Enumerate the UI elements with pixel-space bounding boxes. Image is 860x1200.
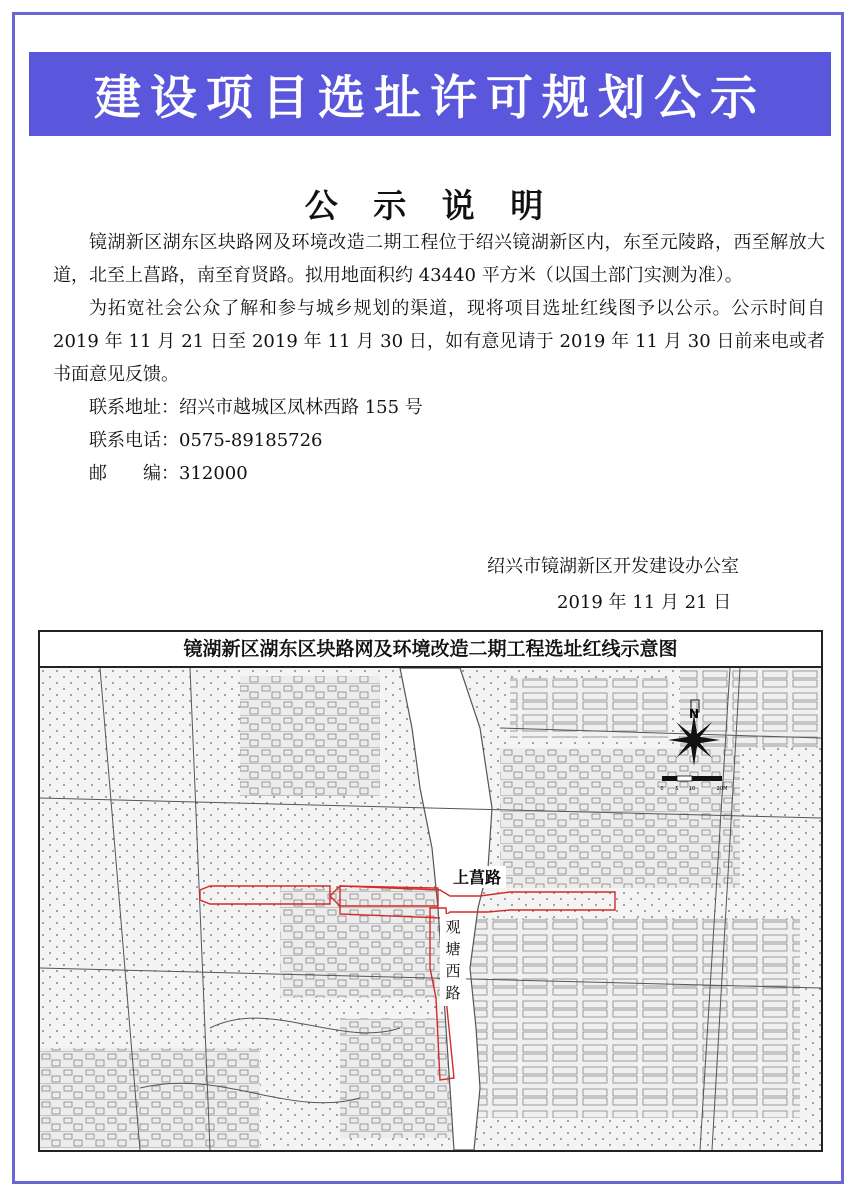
notice-paragraph-period: 为拓宽社会公众了解和参与城乡规划的渠道，现将项目选址红线图予以公示。公示时间自 2019 年 11 月 21 日至 2019 年 11 月 30 日，如有意见请于 2019 年 11 月 30 日前来电或者书面意见反馈。 <box>53 298 825 385</box>
contact-phone-label: 联系电话： <box>89 430 179 451</box>
contact-phone <box>53 424 825 457</box>
scale-label-5: 5 <box>675 786 679 792</box>
notice-body <box>53 226 825 490</box>
contact-phone-value: 0575-89185726 <box>179 430 323 451</box>
notice-heading: 公 示 说 明 <box>304 186 556 225</box>
redline-map <box>40 668 821 1150</box>
signature-organization: 绍兴市镜湖新区开发建设办公室 <box>487 556 739 577</box>
page-banner-title: 建设项目选址许可规划公示 <box>29 52 831 136</box>
road-label-guantang-char-2: 塘 <box>445 940 461 958</box>
contact-postcode <box>53 457 825 490</box>
road-label-guantang-char-3: 西 <box>445 962 461 980</box>
contact-postcode-value: 312000 <box>179 463 248 484</box>
scale-label-20: 20M <box>716 786 728 792</box>
road-label-shangchang: 上菖路 <box>452 868 502 887</box>
map-title: 镜湖新区湖东区块路网及环境改造二期工程选址红线示意图 <box>40 632 821 668</box>
road-label-guantang-char-4: 路 <box>445 984 461 1002</box>
scale-label-10: 10 <box>688 786 696 792</box>
signature-date: 2019 年 11 月 21 日 <box>557 592 732 613</box>
notice-paragraph-location: 镜湖新区湖东区块路网及环境改造二期工程位于绍兴镜湖新区内，东至元陵路，西至解放大道，北至上菖路，南至育贤路。拟用地面积约 43440 平方米（以国土部门实测为准）。 <box>53 232 825 286</box>
contact-address-value: 绍兴市越城区凤林西路 155 号 <box>179 397 423 418</box>
contact-address <box>53 391 825 424</box>
redline-map-panel <box>38 630 823 1152</box>
scale-label-0: 0 <box>660 786 664 792</box>
contact-address-label: 联系地址： <box>89 397 179 418</box>
north-label: N <box>688 707 700 721</box>
contact-postcode-label: 邮 编： <box>89 463 179 484</box>
road-label-guantang-char-1: 观 <box>445 918 461 936</box>
